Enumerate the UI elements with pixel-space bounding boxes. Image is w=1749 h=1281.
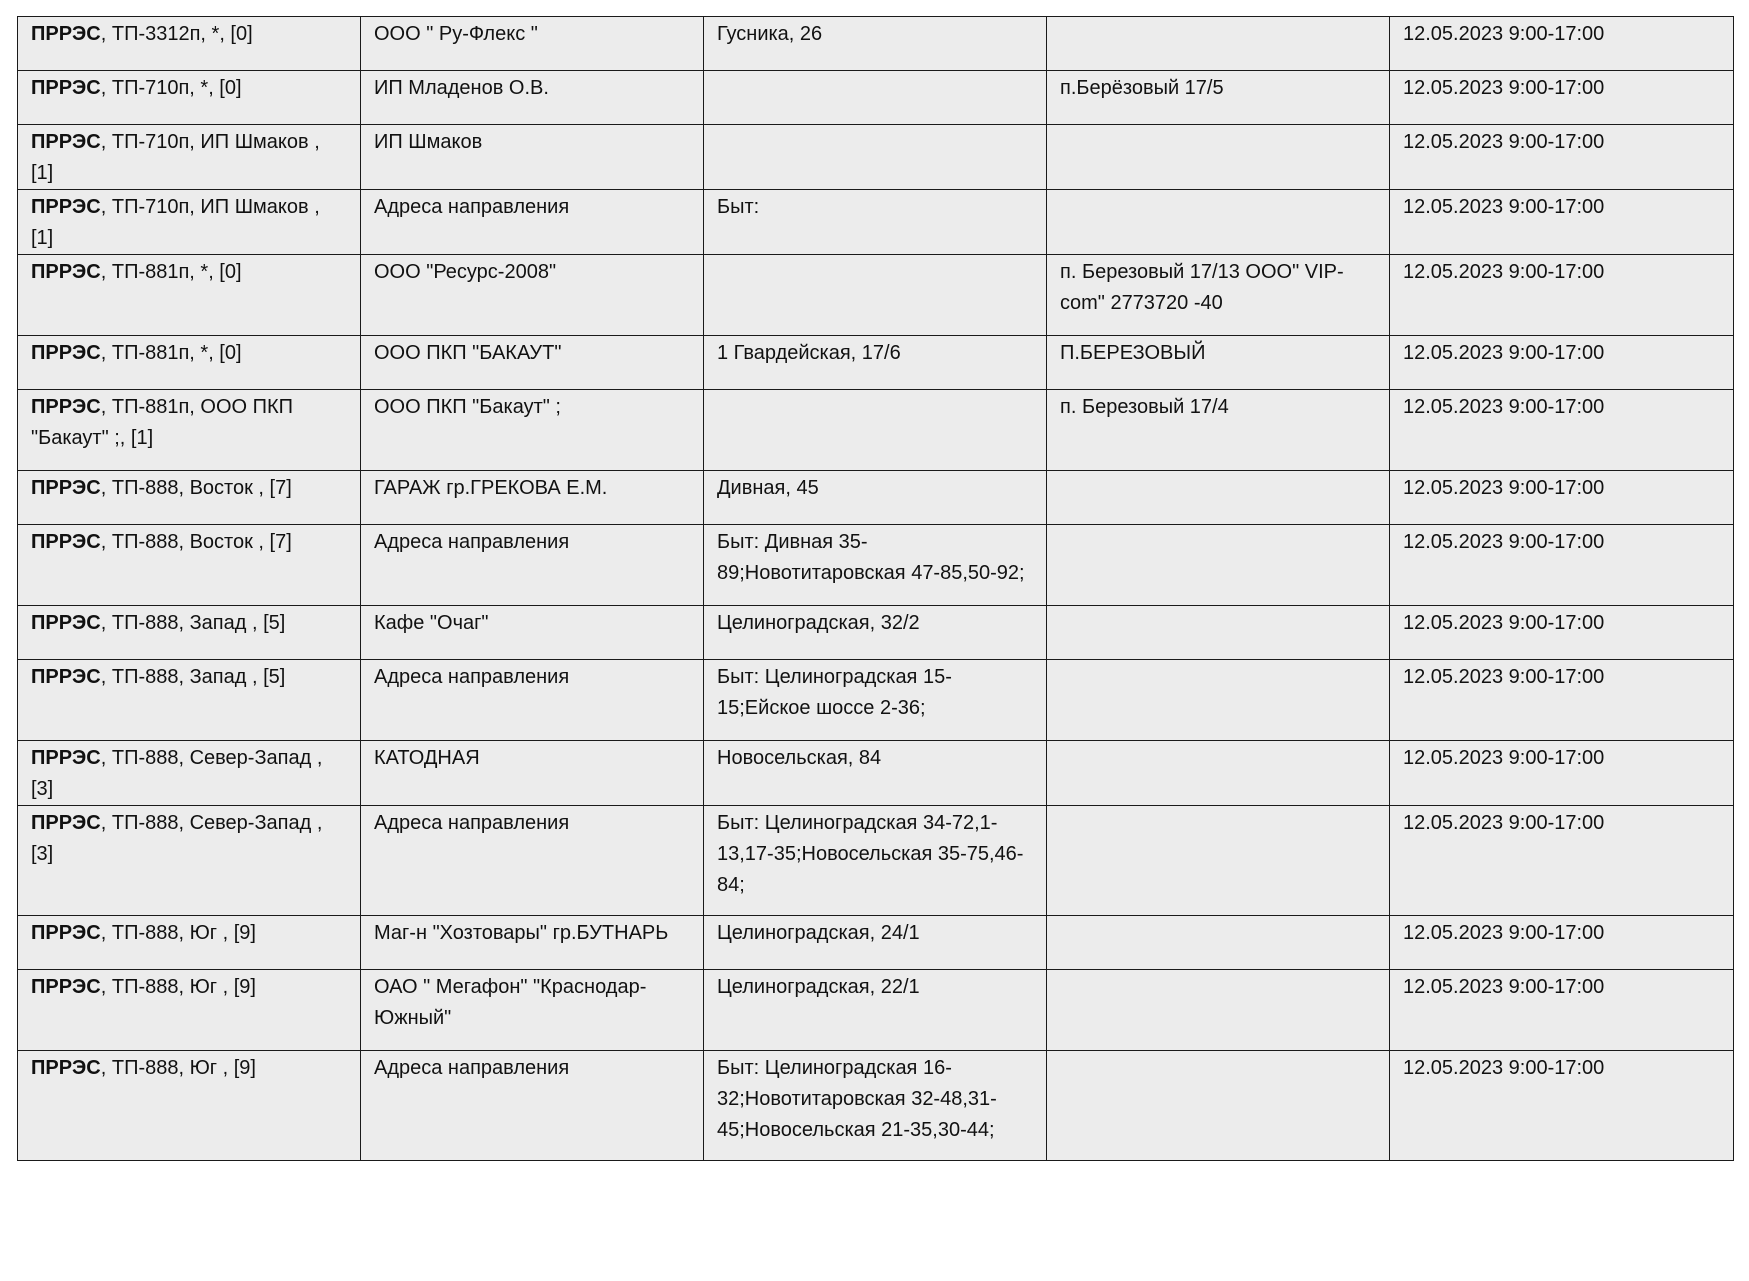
table-row xyxy=(18,606,1734,660)
table-row xyxy=(18,916,1734,970)
cell-time-text: 12.05.2023 9:00-17:00 xyxy=(1403,976,1605,998)
cell-address-text: Целиноградская, 24/1 xyxy=(717,922,920,944)
cell-note xyxy=(1047,471,1390,525)
feeder-label: , ТП-710п, *, [0] xyxy=(100,77,242,99)
cell-time xyxy=(1390,806,1734,916)
feeder-label: , ТП-888, Север-Запад , [3] xyxy=(31,812,323,865)
cell-time xyxy=(1390,71,1734,125)
cell-note xyxy=(1047,125,1390,190)
table-row xyxy=(18,471,1734,525)
org-label: ПРРЭС xyxy=(31,812,101,834)
cell-consumer xyxy=(361,916,704,970)
cell-time xyxy=(1390,525,1734,606)
cell-feeder xyxy=(18,390,361,471)
cell-note xyxy=(1047,390,1390,471)
cell-feeder xyxy=(18,916,361,970)
table-row xyxy=(18,190,1734,255)
cell-consumer xyxy=(361,125,704,190)
cell-consumer xyxy=(361,606,704,660)
org-label: ПРРЭС xyxy=(31,23,101,45)
feeder-label: , ТП-881п, *, [0] xyxy=(100,261,242,283)
cell-consumer-text: Маг-н "Хозтовары" гр.БУТНАРЬ xyxy=(374,922,669,944)
cell-consumer-text: ИП Младенов О.В. xyxy=(374,77,549,99)
cell-note-text: п. Березовый 17/4 xyxy=(1060,396,1229,418)
feeder-label: , ТП-3312п, *, [0] xyxy=(100,23,253,45)
cell-feeder xyxy=(18,1051,361,1161)
cell-address-text: Быт: xyxy=(717,196,760,218)
org-label: ПРРЭС xyxy=(31,477,101,499)
cell-time-text: 12.05.2023 9:00-17:00 xyxy=(1403,531,1605,553)
cell-address-text: Быт: Целиноградская 16-32;Новотитаровская 32-48,31-45;Новосельская 21-35,30-44; xyxy=(717,1057,997,1141)
cell-feeder xyxy=(18,660,361,741)
cell-address-text: 1 Гвардейская, 17/6 xyxy=(717,342,901,364)
cell-feeder xyxy=(18,741,361,806)
outage-table-body xyxy=(18,17,1734,1161)
cell-feeder xyxy=(18,71,361,125)
cell-time xyxy=(1390,17,1734,71)
table-row xyxy=(18,336,1734,390)
cell-consumer xyxy=(361,471,704,525)
cell-address xyxy=(704,970,1047,1051)
cell-time xyxy=(1390,190,1734,255)
cell-consumer xyxy=(361,525,704,606)
table-row xyxy=(18,71,1734,125)
cell-address xyxy=(704,71,1047,125)
cell-time-text: 12.05.2023 9:00-17:00 xyxy=(1403,23,1605,45)
cell-consumer-text: Адреса направления xyxy=(374,666,570,688)
table-row xyxy=(18,390,1734,471)
cell-time-text: 12.05.2023 9:00-17:00 xyxy=(1403,612,1605,634)
cell-time-text: 12.05.2023 9:00-17:00 xyxy=(1403,747,1605,769)
cell-address-text: Гусника, 26 xyxy=(717,23,823,45)
cell-consumer xyxy=(361,71,704,125)
cell-time xyxy=(1390,255,1734,336)
cell-address xyxy=(704,190,1047,255)
table-row xyxy=(18,255,1734,336)
cell-address xyxy=(704,125,1047,190)
cell-address xyxy=(704,806,1047,916)
cell-note xyxy=(1047,660,1390,741)
table-row xyxy=(18,970,1734,1051)
cell-note xyxy=(1047,255,1390,336)
feeder-label: , ТП-888, Юг , [9] xyxy=(100,1057,256,1079)
cell-time-text: 12.05.2023 9:00-17:00 xyxy=(1403,77,1605,99)
feeder-label: , ТП-888, Юг , [9] xyxy=(100,922,256,944)
cell-time xyxy=(1390,606,1734,660)
cell-address xyxy=(704,1051,1047,1161)
cell-note xyxy=(1047,606,1390,660)
cell-time-text: 12.05.2023 9:00-17:00 xyxy=(1403,396,1605,418)
cell-feeder xyxy=(18,125,361,190)
cell-address xyxy=(704,336,1047,390)
cell-note xyxy=(1047,806,1390,916)
feeder-label: , ТП-888, Восток , [7] xyxy=(100,531,292,553)
table-row xyxy=(18,806,1734,916)
cell-note xyxy=(1047,525,1390,606)
table-row xyxy=(18,660,1734,741)
cell-address xyxy=(704,741,1047,806)
cell-feeder xyxy=(18,525,361,606)
cell-feeder xyxy=(18,17,361,71)
cell-consumer-text: Кафе "Очаг" xyxy=(374,612,489,634)
feeder-label: , ТП-881п, ООО ПКП "Бакаут" ;, [1] xyxy=(31,396,294,449)
cell-time-text: 12.05.2023 9:00-17:00 xyxy=(1403,812,1605,834)
cell-consumer xyxy=(361,806,704,916)
table-row xyxy=(18,741,1734,806)
cell-time-text: 12.05.2023 9:00-17:00 xyxy=(1403,131,1605,153)
cell-time xyxy=(1390,660,1734,741)
table-row xyxy=(18,125,1734,190)
cell-note xyxy=(1047,71,1390,125)
outage-table xyxy=(17,16,1734,1161)
cell-consumer xyxy=(361,336,704,390)
cell-note-text: П.БЕРЕЗОВЫЙ xyxy=(1060,342,1206,364)
cell-time xyxy=(1390,1051,1734,1161)
org-label: ПРРЭС xyxy=(31,612,101,634)
cell-consumer xyxy=(361,1051,704,1161)
cell-note xyxy=(1047,336,1390,390)
cell-consumer-text: ООО "Ресурс-2008" xyxy=(374,261,557,283)
cell-time xyxy=(1390,471,1734,525)
feeder-label: , ТП-710п, ИП Шмаков , [1] xyxy=(31,196,320,249)
cell-address-text: Быт: Целиноградская 34-72,1-13,17-35;Новосельская 35-75,46-84; xyxy=(717,812,1024,896)
feeder-label: , ТП-888, Запад , [5] xyxy=(100,666,286,688)
cell-time-text: 12.05.2023 9:00-17:00 xyxy=(1403,477,1605,499)
cell-consumer xyxy=(361,17,704,71)
org-label: ПРРЭС xyxy=(31,342,101,364)
cell-note xyxy=(1047,1051,1390,1161)
cell-consumer-text: ООО " Ру-Флекс " xyxy=(374,23,538,45)
cell-note xyxy=(1047,916,1390,970)
cell-address-text: Целиноградская, 22/1 xyxy=(717,976,920,998)
cell-note xyxy=(1047,17,1390,71)
cell-consumer xyxy=(361,190,704,255)
cell-consumer xyxy=(361,255,704,336)
table-row xyxy=(18,1051,1734,1161)
cell-time xyxy=(1390,125,1734,190)
table-row xyxy=(18,17,1734,71)
cell-feeder xyxy=(18,606,361,660)
org-label: ПРРЭС xyxy=(31,531,101,553)
cell-feeder xyxy=(18,471,361,525)
cell-time xyxy=(1390,336,1734,390)
cell-address xyxy=(704,606,1047,660)
cell-note-text: п.Берёзовый 17/5 xyxy=(1060,77,1224,99)
cell-address-text: Быт: Дивная 35-89;Новотитаровская 47-85,50-92; xyxy=(717,531,1025,584)
cell-address xyxy=(704,916,1047,970)
org-label: ПРРЭС xyxy=(31,261,101,283)
org-label: ПРРЭС xyxy=(31,666,101,688)
cell-address xyxy=(704,255,1047,336)
cell-time xyxy=(1390,970,1734,1051)
cell-consumer-text: ОАО " Мегафон" "Краснодар-Южный" xyxy=(374,976,647,1029)
cell-consumer xyxy=(361,660,704,741)
cell-time xyxy=(1390,916,1734,970)
cell-note-text: п. Березовый 17/13 ООО" VIP-com" 2773720 -40 xyxy=(1060,261,1344,314)
cell-feeder xyxy=(18,806,361,916)
feeder-label: , ТП-888, Запад , [5] xyxy=(100,612,286,634)
cell-time-text: 12.05.2023 9:00-17:00 xyxy=(1403,666,1605,688)
cell-time-text: 12.05.2023 9:00-17:00 xyxy=(1403,196,1605,218)
cell-consumer-text: Адреса направления xyxy=(374,531,570,553)
cell-address xyxy=(704,525,1047,606)
cell-consumer xyxy=(361,390,704,471)
cell-address-text: Быт: Целиноградская 15-15;Ейское шоссе 2-36; xyxy=(717,666,952,719)
org-label: ПРРЭС xyxy=(31,922,101,944)
cell-note xyxy=(1047,970,1390,1051)
feeder-label: , ТП-881п, *, [0] xyxy=(100,342,242,364)
cell-consumer-text: Адреса направления xyxy=(374,812,570,834)
feeder-label: , ТП-888, Север-Запад , [3] xyxy=(31,747,323,800)
org-label: ПРРЭС xyxy=(31,1057,101,1079)
cell-address-text: Целиноградская, 32/2 xyxy=(717,612,920,634)
cell-address xyxy=(704,471,1047,525)
cell-feeder xyxy=(18,255,361,336)
cell-consumer-text: ООО ПКП "БАКАУТ" xyxy=(374,342,562,364)
cell-consumer-text: ИП Шмаков xyxy=(374,131,483,153)
cell-time-text: 12.05.2023 9:00-17:00 xyxy=(1403,342,1605,364)
cell-consumer-text: КАТОДНАЯ xyxy=(374,747,480,769)
cell-address xyxy=(704,17,1047,71)
cell-address xyxy=(704,390,1047,471)
org-label: ПРРЭС xyxy=(31,77,101,99)
cell-consumer xyxy=(361,970,704,1051)
table-row xyxy=(18,525,1734,606)
org-label: ПРРЭС xyxy=(31,396,101,418)
feeder-label: , ТП-888, Восток , [7] xyxy=(100,477,292,499)
cell-address-text: Дивная, 45 xyxy=(717,477,819,499)
cell-feeder xyxy=(18,336,361,390)
cell-consumer-text: Адреса направления xyxy=(374,1057,570,1079)
org-label: ПРРЭС xyxy=(31,747,101,769)
cell-address-text: Новосельская, 84 xyxy=(717,747,882,769)
cell-time xyxy=(1390,741,1734,806)
cell-address xyxy=(704,660,1047,741)
cell-consumer-text: Адреса направления xyxy=(374,196,570,218)
cell-note xyxy=(1047,190,1390,255)
org-label: ПРРЭС xyxy=(31,976,101,998)
cell-feeder xyxy=(18,970,361,1051)
cell-consumer-text: ООО ПКП "Бакаут" ; xyxy=(374,396,561,418)
cell-consumer xyxy=(361,741,704,806)
cell-consumer-text: ГАРАЖ гр.ГРЕКОВА Е.М. xyxy=(374,477,608,499)
feeder-label: , ТП-888, Юг , [9] xyxy=(100,976,256,998)
cell-time xyxy=(1390,390,1734,471)
cell-time-text: 12.05.2023 9:00-17:00 xyxy=(1403,261,1605,283)
feeder-label: , ТП-710п, ИП Шмаков , [1] xyxy=(31,131,320,184)
cell-feeder xyxy=(18,190,361,255)
org-label: ПРРЭС xyxy=(31,131,101,153)
cell-time-text: 12.05.2023 9:00-17:00 xyxy=(1403,922,1605,944)
org-label: ПРРЭС xyxy=(31,196,101,218)
cell-time-text: 12.05.2023 9:00-17:00 xyxy=(1403,1057,1605,1079)
cell-note xyxy=(1047,741,1390,806)
